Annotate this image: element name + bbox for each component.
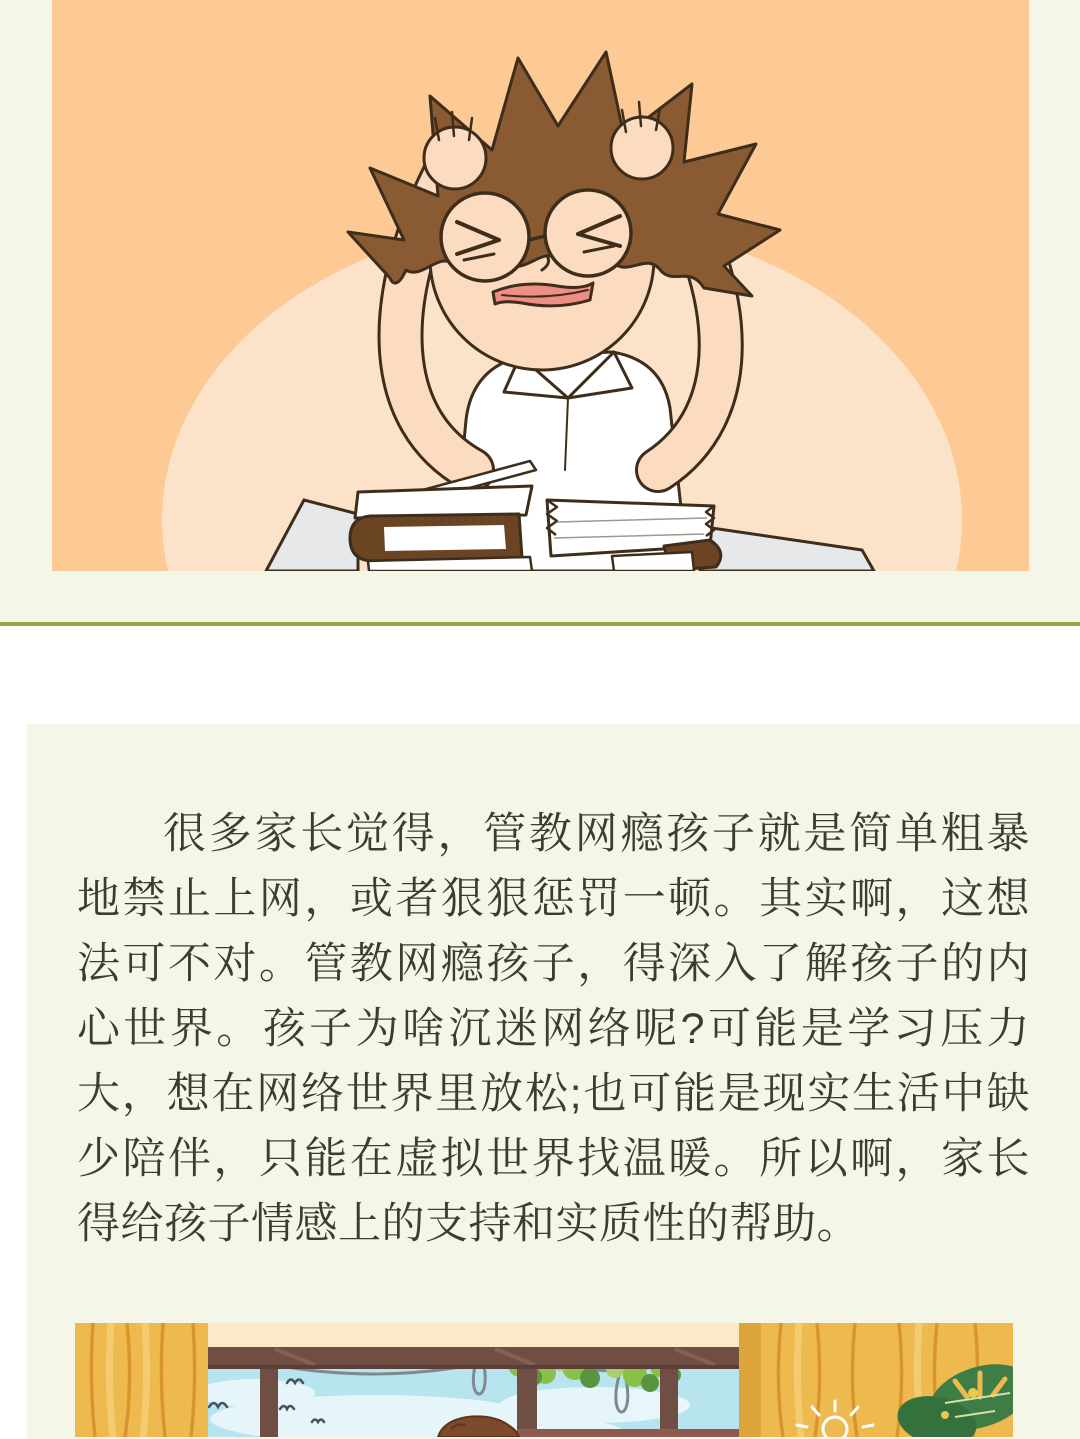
hero-section bbox=[0, 0, 1080, 622]
hero-illustration[interactable] bbox=[52, 0, 1029, 571]
window-illustration[interactable] bbox=[75, 1323, 1013, 1437]
mouth bbox=[493, 283, 593, 306]
book-pages bbox=[384, 525, 506, 551]
white-spacer bbox=[0, 626, 1080, 724]
article-body-section bbox=[27, 724, 1080, 1439]
left-curtain bbox=[75, 1323, 208, 1437]
small-sheet bbox=[612, 552, 694, 571]
article-paragraph: 很多家长觉得，管教网瘾孩子就是简单粗暴地禁止上网，或者狠狠惩罚一顿。其实啊，这想法可不对。管教网瘾孩子，得深入了解孩子的内心世界。孩子为啥沉迷网络呢?可能是学习压力大，想在网络世界里放松;也可能是现实生活中缺少陪伴，只能在虚拟世界找温暖。所以啊，家长得给孩子情感上的支持和实质性的帮助。 bbox=[77, 810, 1030, 1248]
window-scene bbox=[75, 1323, 1013, 1437]
stressed-boy-illustration bbox=[52, 0, 1029, 571]
